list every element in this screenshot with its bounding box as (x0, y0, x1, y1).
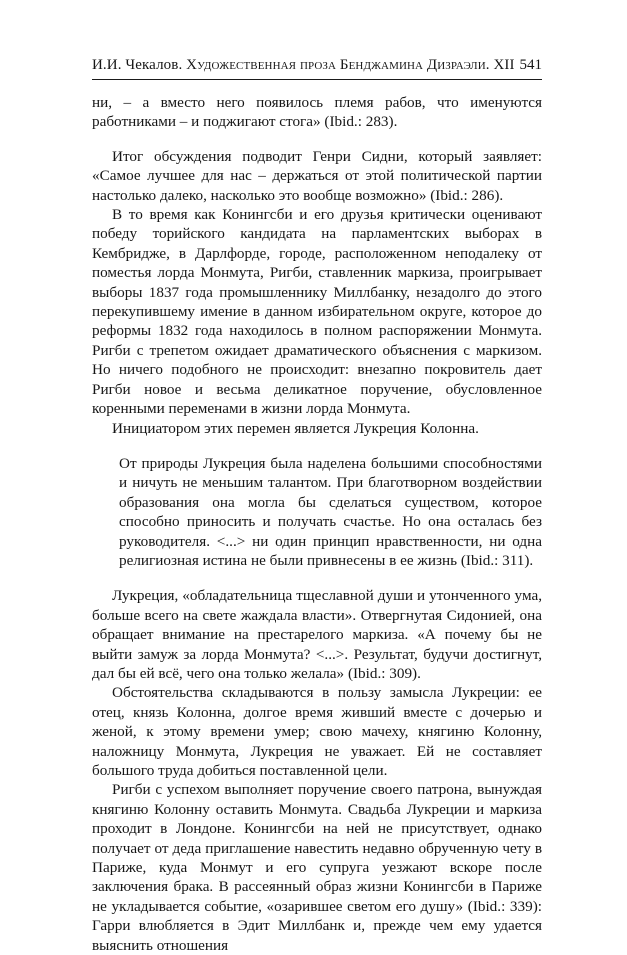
paragraph-continuation: ни, – а вместо него появилось племя рабов, что именуются работниками – и поджигают стога» (Ibid.: 283). (92, 94, 542, 131)
header-divider (92, 79, 542, 80)
paragraph: Обстоятельства складываются в пользу замысла Лукреции: ее отец, князь Колонна, долгое время живший вместе с дочерью и женой, к этому времени умер; свою мачеху, княгиню Колонну, наложницу Монмута, Лукреция не уважает. Ей не составляет большого труда добиться поставленной цели. (92, 684, 542, 779)
page-number: 541 (519, 57, 542, 73)
paragraph: Инициатором этих перемен является Лукреция Колонна. (112, 419, 479, 437)
running-header (92, 54, 542, 76)
block-quote: От природы Лукреция была наделена большими способностями и ничуть не меньшим талантом. При благотворном воздействии образования она могла бы сделаться существом, которое способно приносить и получать счастье. Но она осталась без руководителя. <...> ни один принцип нравственности, ни одна религиозная истина не были привнесены в ее жизнь (Ibid.: 311). (119, 454, 542, 569)
paragraph: Итог обсуждения подводит Генри Сидни, который заявляет: «Самое лучшее для нас – держаться от этой политической партии настолько далеко, насколько это вообще возможно» (Ibid.: 286). (92, 147, 542, 204)
header-author: И.И. Чекалов. (92, 57, 183, 73)
paragraph: Ригби с успехом выполняет поручение своего патрона, вынуждая княгиню Колонну оставить Монмута. Свадьба Лукреции и маркиза проходит в Лондоне. Конингсби на ней не присутствует, однако получает от деда приглашение навестить недавно обрученную чету в Париже, куда Монмут и его супруга уезжают вскоре после заключения брака. В рассеянный образ жизни Конингсби в Париже не укладывается событие, «озарившее светом его душу» (Ibid.: 339): Гарри влюбляется в Эдит Миллбанк и, прежде чем ему удается выяснить отношения (92, 781, 542, 954)
paragraph: Лукреция, «обладательница тщеславной души и утонченного ума, больше всего на свете жаждала власти». Отвергнутая Сидонией, она обращает внимание на престарелого маркиза. «А почему бы не выйти замуж за лорда Монмута? <...>. Результат, будучи достигнут, дал бы ей всё, чего она только желала» (Ibid.: 309). (92, 587, 542, 682)
paragraph: В то время как Конингсби и его друзья критически оценивают победу торийского кандидата на парламентских выборах в Кембридже, в Дарлфорде, городе, расположенном неподалеку от поместья лорда Монмута, Ригби, ставленник маркиза, проигрывает выборы 1837 года промышленнику Миллбанку, незадолго до этого перекупившему имение в данном избирательном округе, которое до реформы 1832 года находилось в полном распоряжении Монмута. Ригби с трепетом ожидает драматического объяснения с маркизом. Но ничего подобного не происходит: внезапно покровитель дает Ригби новое и весьма деликатное поручение, обусловленное коренными переменами в жизни лорда Монмута. (92, 206, 542, 418)
header-title: Художественная проза Бенджамина Дизраэли. XII (186, 57, 515, 73)
body-text (92, 93, 542, 955)
